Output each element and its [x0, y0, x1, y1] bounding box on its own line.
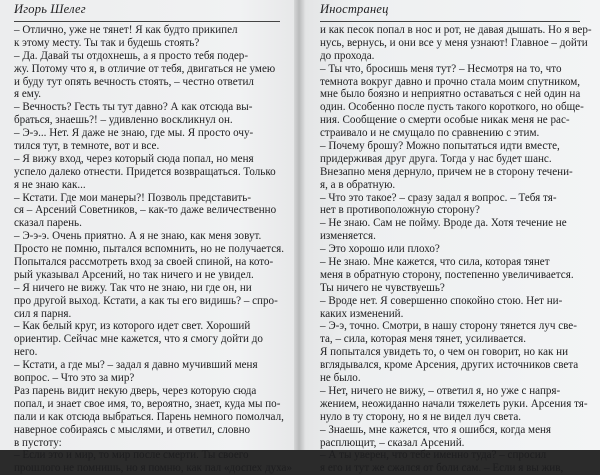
text-line: придерживая друг друга. Тогда у нас будет шанс. — [320, 152, 552, 165]
text-line: вопрос. – Что это за мир? — [14, 372, 135, 385]
text-line: жением, неожиданно начали тяжелеть руки. Арсения тя- — [320, 397, 588, 410]
text-line: вглядывался, кроме Арсения, других источников света — [320, 359, 579, 372]
book-spine — [294, 0, 304, 450]
text-line: пали и как отсюда выбраться. Парень немного помолчал, — [14, 410, 284, 423]
left-page-header: Игорь Шелег — [14, 2, 86, 16]
text-line: – Как белый круг, из которого идет свет. Хороший — [14, 320, 251, 333]
text-line: мне было боязно и неприятно оставаться с ней один на — [320, 88, 581, 101]
text-line: нет в противоположную сторону? — [320, 204, 480, 217]
text-line: та, – сила, которая меня тянет, усиливается. — [320, 333, 527, 346]
text-line: до прохода. — [320, 49, 375, 62]
text-line: нуло в ту сторону, но я не видел луч света. — [320, 410, 522, 423]
text-line: Попытался рассмотреть вход за своей спиной, на кото- — [14, 256, 274, 269]
text-line: наверное собираясь с мыслями, и ответил, словно — [14, 423, 251, 436]
text-line: расплющит, – сказал Арсений. — [320, 436, 465, 449]
text-line: – Э-э... Нет. Я даже не знаю, где мы. Я просто очу- — [14, 127, 254, 140]
text-line: жу. Потому что я, в отличие от тебя, двигаться не умею — [14, 62, 276, 75]
text-line: – Это хорошо или плохо? — [320, 243, 440, 256]
text-line: – Э-э-э. Очень приятно. А я не знаю, как меня зовут. — [14, 230, 262, 243]
left-page-text — [14, 24, 293, 475]
text-line: к этому месту. Ты так и будешь стоять? — [14, 36, 200, 49]
text-line: ния. Сообщение о смерти особые никак меня не рас- — [320, 114, 570, 127]
text-line: – Я ничего не вижу. Так что не знаю, ни где он, ни — [14, 281, 252, 294]
text-line: браться, знаешь?! – удивленно воскликнул он. — [14, 114, 233, 127]
text-line: изменяется. — [320, 230, 376, 243]
text-line: успело далеко отнести. Придется возвращаться. Только — [14, 165, 276, 178]
text-line: я его и тут же сжался от боли сам. – Если я вы жив, — [320, 462, 564, 475]
text-line: – Кстати. Где мои манеры?! Позволь представить- — [14, 191, 252, 204]
text-line: сказал парень. — [14, 217, 82, 230]
text-line: я не знаю как... — [14, 178, 86, 191]
text-line: темнота вокруг давно и прочно стала моим спутником, — [320, 75, 581, 88]
text-line: прошлого не помнишь, но я помню, как пал «доспех духа» — [14, 462, 293, 475]
text-line: Просто не помню, пытался вспомнить, но не получается. — [14, 243, 284, 256]
right-header-rule — [320, 21, 580, 22]
text-line: и буду тут опять вечность стоять, – честно ответил — [14, 75, 254, 88]
text-line: тился тут, в темноте, вот и все. — [14, 140, 160, 153]
left-header-rule — [14, 21, 280, 22]
text-line: меня в обратную сторону, постепенно увеличивается. — [320, 268, 574, 281]
text-line: один. Особенно после пусть такого короткого, но обще- — [320, 101, 584, 114]
text-line: ся – Арсений Советников, – как-то даже величественно — [14, 204, 277, 217]
text-line: я ему. — [14, 88, 42, 101]
right-page-text — [320, 24, 592, 475]
text-line: – Я вижу вход, через который сюда попал, но меня — [14, 152, 254, 165]
text-line: рый указывал Арсений, но так ничего и не увидел. — [14, 268, 254, 281]
text-line: попал, и знает свое имя, то, вероятно, знает, куда мы по- — [14, 397, 281, 410]
text-line: – Нет, ничего не вижу, – ответил я, но уже с напря- — [320, 384, 561, 397]
text-line: – Что это такое? – сразу задал я вопрос. – Тебя тя- — [320, 191, 557, 204]
text-line: – Если это и мир, то мир после смерти. Ты своего — [14, 449, 249, 462]
text-line: – Почему брошу? Можно попытаться идти вместе, — [320, 140, 560, 153]
text-line: – А ты уверен, что тебе именно туда? – спросил — [320, 449, 547, 462]
text-line: него. — [14, 346, 38, 359]
text-line: Внезапно меня дернуло, причем не в сторону течени- — [320, 165, 573, 178]
text-line: в пустоту: — [14, 436, 62, 449]
text-line: и как песок попал в нос и рот, не давая дышать. Но я вер- — [320, 24, 592, 36]
text-line: страивало и не смущало по сравнению с этим. — [320, 127, 540, 140]
text-line: – Знаешь, мне кажется, что я ошибся, когда меня — [320, 423, 552, 436]
text-line: – Ты что, бросишь меня тут? – Несмотря на то, что — [320, 62, 562, 75]
text-line: – Отлично, уже не тянет! Я как будто прикипел — [14, 24, 238, 36]
text-line: я, а в обратную. — [320, 178, 396, 191]
right-page-header: Иностранец — [320, 2, 389, 16]
text-line: – Э-э, точно. Смотри, в нашу сторону тянется луч све- — [320, 320, 577, 333]
text-line: – Вроде нет. Я совершенно спокойно стою. Нет ни- — [320, 294, 563, 307]
text-line: – Да. Давай ты отдохнешь, а я просто тебя подер- — [14, 49, 249, 62]
text-line: – Не знаю. Сам не пойму. Вроде да. Хотя течение не — [320, 217, 567, 230]
text-line: Я попытался увидеть то, о чем он говорит, но как ни — [320, 346, 569, 359]
text-line: про другой выход. Кстати, а как ты его видишь? – спро- — [14, 294, 278, 307]
text-line: нусь, вернусь, и они все у меня узнают! Главное – дойти — [320, 36, 588, 49]
text-line: каких изменений. — [320, 307, 404, 320]
text-line: сил я парня. — [14, 307, 72, 320]
left-page — [0, 0, 294, 475]
text-line: ориентир. Сейчас мне кажется, что я смогу дойти до — [14, 333, 263, 346]
text-line: – Кстати, а где мы? – задал я давно мучивший меня — [14, 359, 258, 372]
text-line: не было. — [320, 372, 361, 385]
text-line: – Не знаю. Мне кажется, что сила, которая тянет — [320, 256, 550, 269]
right-page — [304, 0, 600, 475]
text-line: – Вечность? Гесть ты тут давно? А как отсюда вы- — [14, 101, 253, 114]
text-line: Раз парень видит некую дверь, через которую сюда — [14, 384, 257, 397]
text-line: Ты ничего не чувствуешь? — [320, 281, 445, 294]
